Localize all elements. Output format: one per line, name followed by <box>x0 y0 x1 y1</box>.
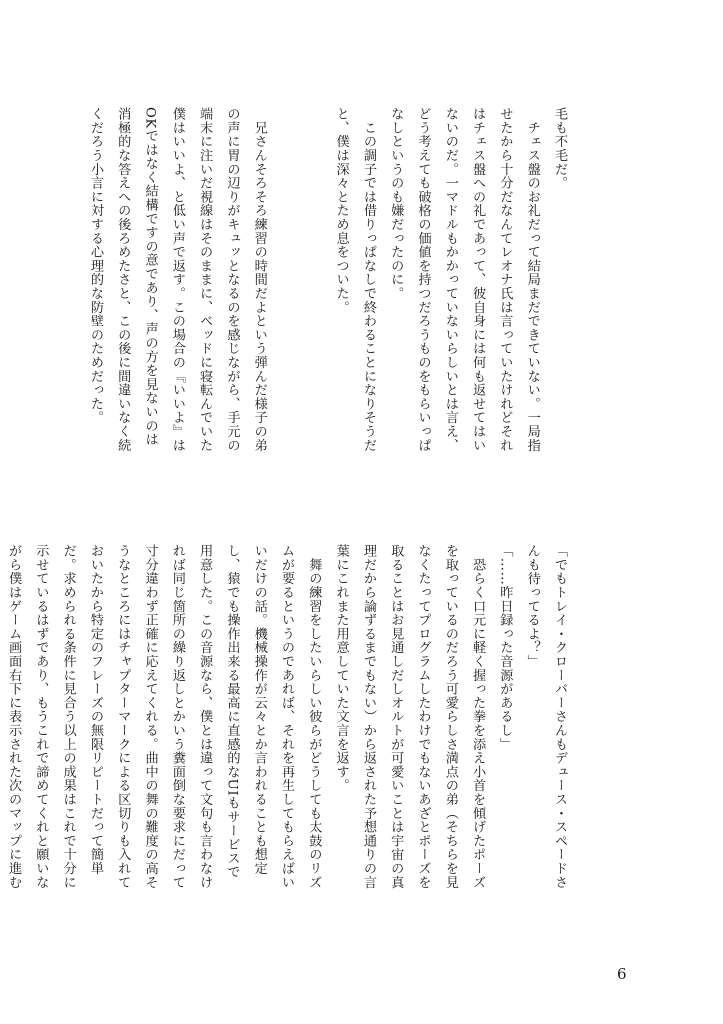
top-text-block <box>87 107 573 507</box>
text-line: 理だから論ずるまでもない）から返された予想通りの言 <box>360 544 376 889</box>
text-line: 葉にこれまた用意していた文言を返す。 <box>333 544 349 793</box>
text-line: 僕はいいよ、と低い声で返す。この場合の『いいよ』は <box>169 107 185 452</box>
text-line: 毛も不毛だ。 <box>552 107 567 190</box>
text-line: この調子では借りっぱなしで終わることになりそうだ <box>360 107 376 452</box>
text-line: 「でもトレイ・クローバーさんもデュース・スペードさ <box>552 544 567 889</box>
blank-line <box>273 107 300 507</box>
text-line: どう考えても破格の価値を持つだろうものをもらいっぱ <box>415 107 431 452</box>
text-line: チェス盤のお礼だって結局まだできていない。一局指 <box>524 107 540 452</box>
text-line: と、僕は深々とため息をついた。 <box>333 107 349 314</box>
text-line: 消極的な答えへの後ろめたさと、この後に間違いなく続 <box>115 107 131 452</box>
text-line: 恐らく口元に軽く握った拳を添え小首を傾げたポーズ <box>470 544 486 889</box>
text-line: OKではなく結構ですの意であり、声の方を見ないのは <box>142 107 158 447</box>
text-line: 用意した。この音源なら、僕とは違って文句も言わなけ <box>197 544 213 889</box>
text-line: 端末に注いだ視線はそのままに、ベッドに寝転んでいた <box>197 107 213 452</box>
text-line: し、猿でも操作出来る最高に直感的なUIもサービスで <box>224 544 240 879</box>
text-line: おいたから特定のフレーズの無限リピートだって簡単 <box>87 544 103 876</box>
text-line: はチェス盤への礼であって、彼自身には何も返せてはい <box>470 107 486 452</box>
text-line: ないのだ。一マドルもかかっていないらしいとは言え、 <box>442 107 458 452</box>
text-line: 「……昨日録った音源があるし」 <box>497 544 513 751</box>
text-line: 寸分違わず正確に応えてくれる。曲中の舞の難度の高そ <box>142 544 158 889</box>
text-line: 兄さんそろそろ練習の時間だよという弾んだ様子の弟 <box>251 107 267 452</box>
text-line: 示せているはずであり、もうこれで諦めてくれと願いな <box>33 544 49 889</box>
text-line: いだけの話。機械操作が云々とか言われることも想定 <box>251 544 267 876</box>
text-line: だ。求められる条件に見合う以上の成果はこれで十分に <box>60 544 76 889</box>
text-line: ムが要るというのであれば、それを再生してもらえばい <box>279 544 295 889</box>
text-line: れば同じ箇所の繰り返しとかいう糞面倒な要求にだって <box>169 544 185 889</box>
text-line: んも待ってるよ？」 <box>524 544 540 669</box>
text-line: 取ることはお見通しだしオルトが可愛いことは宇宙の真 <box>388 544 404 889</box>
text-line: くだろう小言に対する心理的な防壁のためだった。 <box>87 107 103 425</box>
text-line: せたから十分だなんてレオナ氏は言っていたけれどそれ <box>497 107 513 452</box>
bottom-text-block <box>6 544 573 944</box>
text-line: を取っているのだろう可愛らしさ満点の弟（そちらを見 <box>442 544 458 889</box>
text-line: うなところにはチャプターマークによる区切りも入れて <box>115 544 131 889</box>
page-number: 6 <box>617 965 627 983</box>
text-line: の声に胃の辺りがキュッとなるのを感じながら、手元の <box>224 107 240 452</box>
text-line: 舞の練習をしたいらしい彼らがどうしても太鼓のリズ <box>306 544 322 889</box>
text-line: がら僕はゲーム画面右下に表示された次のマップに進む <box>6 544 22 889</box>
blank-line <box>300 107 327 507</box>
text-line: なしというのも嫌だったのに。 <box>388 107 404 301</box>
text-line: なくたってプログラムしたわけでもないあざとポーズを <box>415 544 431 889</box>
